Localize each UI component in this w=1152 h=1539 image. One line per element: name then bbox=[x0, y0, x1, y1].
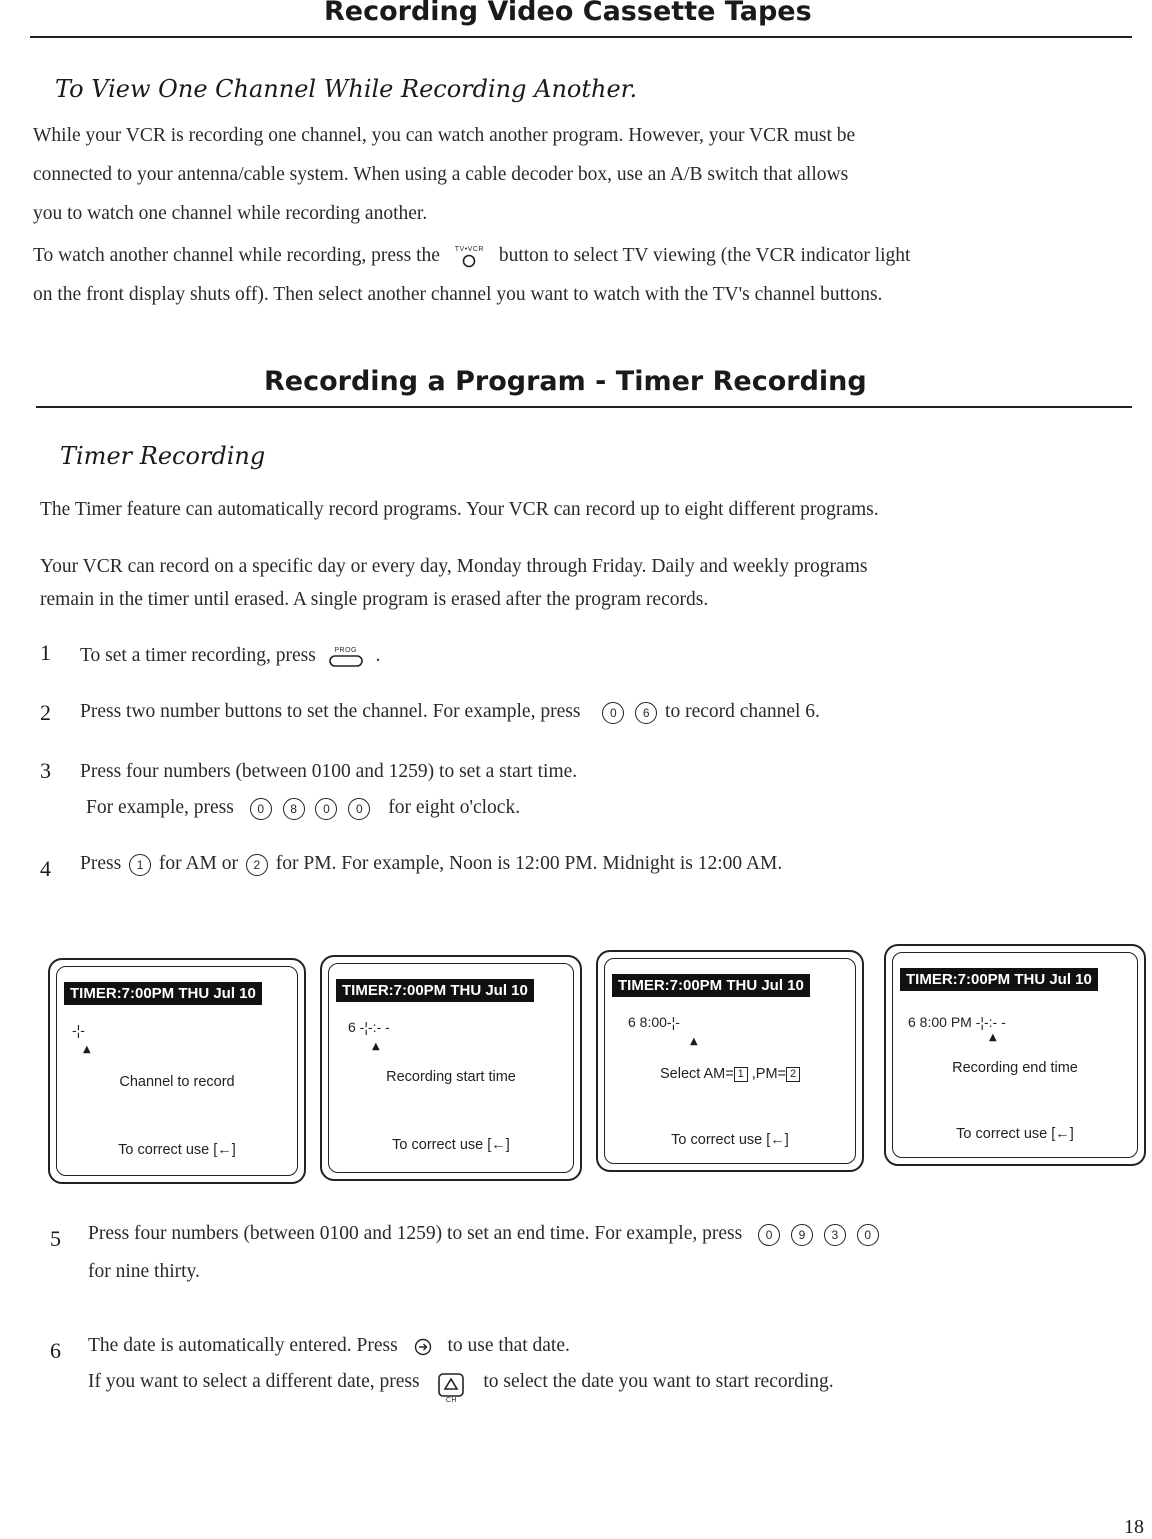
key-label: PROG bbox=[334, 646, 357, 654]
timer-banner: TIMER:7:00PM THU Jul 10 bbox=[64, 982, 262, 1005]
text-fragment: If you want to select a different date, press bbox=[88, 1371, 420, 1392]
entry-value: 6 8:00 PM -¦-:- - bbox=[908, 1014, 1006, 1030]
paragraph-view-channel bbox=[33, 116, 1133, 233]
subtitle-view-one-channel: To View One Channel While Recording Another. bbox=[55, 75, 638, 103]
number-0-button-icon: 0 bbox=[315, 798, 337, 820]
text-line: connected to your antenna/cable system. When using a cable decoder box, use an A/B switch that allows bbox=[33, 164, 849, 185]
step-2-text bbox=[80, 692, 820, 731]
section-title-timer-recording: Recording a Program - Timer Recording bbox=[264, 366, 867, 397]
text-fragment: for eight o'clock. bbox=[388, 797, 521, 818]
text-line: on the front display shuts off). Then select another channel you want to watch with the TV's channel buttons. bbox=[33, 284, 883, 305]
step-number: 6 bbox=[50, 1338, 61, 1363]
entry-value: -¦- bbox=[72, 1022, 85, 1038]
text-fragment: to record channel 6. bbox=[665, 701, 820, 722]
text-fragment: Press two number buttons to set the channel. For example, press bbox=[80, 701, 581, 722]
correct-hint: To correct use [←] bbox=[392, 1137, 510, 1153]
text-fragment: ,PM= bbox=[747, 1066, 787, 1082]
step-5-line-2: for nine thirty. bbox=[88, 1261, 200, 1282]
section-title-recording-tapes: Recording Video Cassette Tapes bbox=[324, 0, 812, 27]
text-fragment: To set a timer recording, press bbox=[80, 645, 316, 666]
text-fragment: Select AM= bbox=[659, 1066, 734, 1082]
text-fragment: . bbox=[375, 645, 381, 666]
step-number: 2 bbox=[40, 700, 51, 725]
paragraph-schedule bbox=[40, 547, 1140, 619]
number-9-button-icon: 9 bbox=[791, 1224, 813, 1246]
step-6-line-2 bbox=[88, 1362, 834, 1404]
tv-screen-end-time bbox=[884, 944, 1146, 1166]
step-3-line-1: Press four numbers (between 0100 and 1259) to set a start time. bbox=[80, 761, 578, 782]
correct-hint: To correct use [←] bbox=[956, 1126, 1074, 1142]
tv-screen-start-time bbox=[320, 955, 582, 1181]
number-0-button-icon: 0 bbox=[857, 1224, 879, 1246]
cursor-arrow-icon: ▲ bbox=[989, 1032, 997, 1043]
correct-hint: To correct use [←] bbox=[118, 1142, 236, 1158]
cursor-arrow-icon: ▲ bbox=[83, 1044, 91, 1055]
text-line-with-key bbox=[33, 236, 1143, 275]
title-rule bbox=[30, 36, 1132, 38]
subtitle-timer-recording: Timer Recording bbox=[60, 442, 266, 470]
screen-label: Recording end time bbox=[952, 1060, 1078, 1076]
cursor-arrow-icon: ▲ bbox=[690, 1036, 698, 1047]
number-0-button-icon: 0 bbox=[758, 1224, 780, 1246]
text-fragment: to select the date you want to start recording. bbox=[483, 1371, 834, 1392]
text-line: remain in the timer until erased. A single program is erased after the program records. bbox=[40, 589, 709, 610]
text-fragment: For example, press bbox=[86, 797, 234, 818]
number-2-button-icon: 2 bbox=[246, 854, 268, 876]
tv-screen-am-pm bbox=[596, 950, 864, 1172]
text-line: Your VCR can record on a specific day or every day, Monday through Friday. Daily and weekly programs bbox=[40, 556, 868, 577]
enter-arrow-button-icon bbox=[413, 1337, 433, 1357]
channel-up-button-icon bbox=[438, 1373, 464, 1405]
tv-vcr-button-icon bbox=[455, 246, 484, 268]
paragraph-tv-vcr bbox=[33, 236, 1143, 314]
text-fragment: Press four numbers (between 0100 and 1259) to set an end time. For example, press bbox=[88, 1223, 743, 1244]
timer-banner: TIMER:7:00PM THU Jul 10 bbox=[900, 968, 1098, 991]
number-1-button-icon: 1 bbox=[129, 854, 151, 876]
correct-hint: To correct use [←] bbox=[671, 1132, 789, 1148]
text-fragment: To watch another channel while recording, press the bbox=[33, 245, 440, 266]
key-1-box-icon: 1 bbox=[734, 1067, 748, 1082]
cursor-arrow-icon: ▲ bbox=[372, 1041, 380, 1052]
timer-banner: TIMER:7:00PM THU Jul 10 bbox=[612, 974, 810, 997]
prog-oval-icon bbox=[329, 655, 363, 667]
step-number: 3 bbox=[40, 758, 51, 783]
number-6-button-icon: 6 bbox=[635, 702, 657, 724]
title-rule bbox=[36, 406, 1132, 408]
screen-label: Recording start time bbox=[386, 1069, 516, 1085]
step-3-line-2 bbox=[86, 788, 520, 827]
step-number: 5 bbox=[50, 1226, 61, 1251]
tv-screen-channel bbox=[48, 958, 306, 1184]
text-line: you to watch one channel while recording another. bbox=[33, 203, 428, 224]
up-triangle-key-icon bbox=[438, 1373, 464, 1397]
key-2-box-icon: 2 bbox=[786, 1067, 800, 1082]
screen-label: Channel to record bbox=[119, 1074, 235, 1090]
step-number: 4 bbox=[40, 856, 51, 881]
text-fragment: for AM or bbox=[158, 853, 238, 874]
text-fragment: The date is automatically entered. Press bbox=[88, 1335, 398, 1356]
step-6-line-1 bbox=[88, 1326, 570, 1365]
step-4-text bbox=[80, 844, 782, 883]
text-fragment: to use that date. bbox=[447, 1335, 570, 1356]
entry-value: 6 8:00-¦- bbox=[628, 1014, 680, 1030]
text-line: While your VCR is recording one channel, you can watch another program. However, your VCR must be bbox=[33, 125, 856, 146]
number-0-button-icon: 0 bbox=[602, 702, 624, 724]
entry-value: 6 -¦-:- - bbox=[348, 1019, 390, 1035]
text-fragment: button to select TV viewing (the VCR indicator light bbox=[498, 245, 911, 266]
key-label: TV•VCR bbox=[454, 245, 484, 253]
am-pm-select bbox=[598, 1066, 862, 1082]
step-1-text bbox=[80, 636, 380, 675]
number-8-button-icon: 8 bbox=[283, 798, 305, 820]
number-3-button-icon: 3 bbox=[824, 1224, 846, 1246]
number-0-button-icon: 0 bbox=[250, 798, 272, 820]
step-5-line-1 bbox=[88, 1214, 882, 1253]
text-fragment: for PM. For example, Noon is 12:00 PM. Midnight is 12:00 AM. bbox=[275, 853, 783, 874]
key-label: CH bbox=[445, 1396, 457, 1404]
tv-vcr-circle-icon bbox=[462, 254, 476, 268]
prog-button-icon bbox=[329, 647, 363, 667]
text-fragment: Press bbox=[80, 853, 122, 874]
timer-banner: TIMER:7:00PM THU Jul 10 bbox=[336, 979, 534, 1002]
number-0-button-icon: 0 bbox=[348, 798, 370, 820]
step-number: 1 bbox=[40, 640, 51, 665]
paragraph-timer-feature: The Timer feature can automatically record programs. Your VCR can record up to eight different programs. bbox=[40, 499, 879, 520]
page-number: 18 bbox=[1124, 1516, 1144, 1538]
